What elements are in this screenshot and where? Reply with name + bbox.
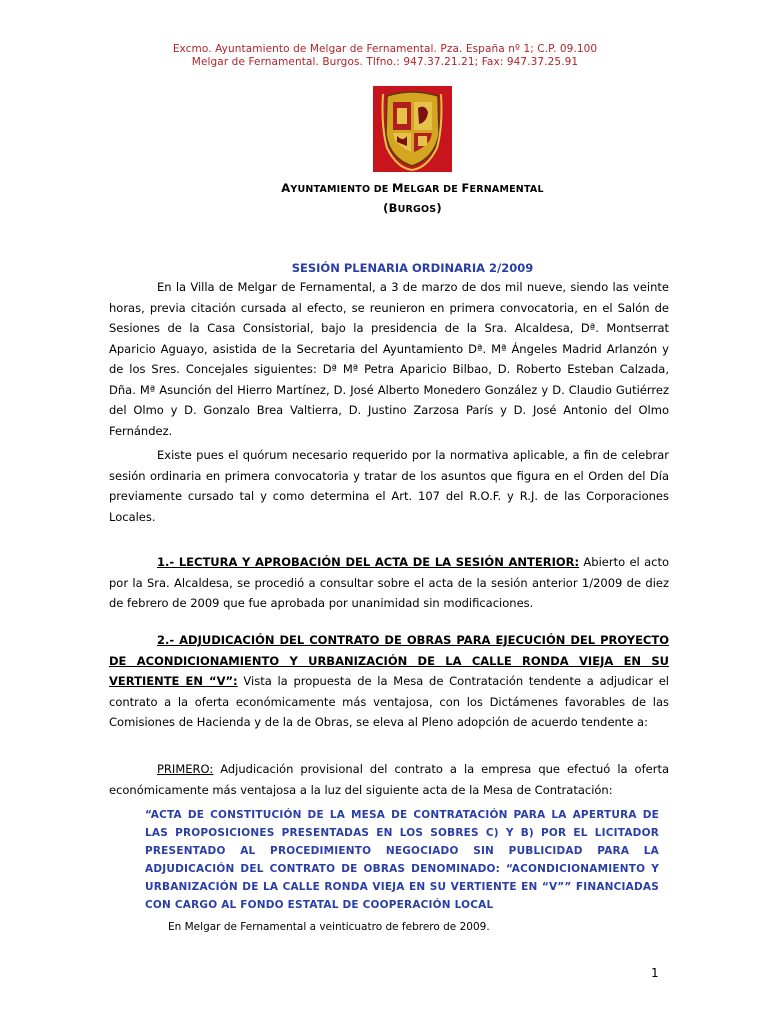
session-title: SESIÓN PLENARIA ORDINARIA 2/2009 bbox=[291, 261, 534, 275]
agenda-item-1 bbox=[109, 552, 669, 614]
agenda-item-2-heading: 2.- ADJUDICACIÓN DEL CONTRATO DE OBRAS PARA EJECUCIÓN DEL PROYECTO DE ACONDICIONAMIENTO Y URBANIZACIÓN DE LA CALLE RONDA VIEJA EN SU VERTIENTE EN “V”: bbox=[109, 633, 669, 688]
agenda-item-1-heading: 1.- LECTURA Y APROBACIÓN DEL ACTA DE LA SESIÓN ANTERIOR: bbox=[157, 555, 580, 569]
agenda-item-2 bbox=[109, 630, 669, 733]
header-address: Excmo. Ayuntamiento de Melgar de Fernamental. Pza. España nº 1; C.P. 09.100 bbox=[172, 43, 598, 55]
acta-quote: “ACTA DE CONSTITUCIÓN DE LA MESA DE CONTRATACIÓN PARA LA APERTURA DE LAS PROPOSICIONES PRESENTADAS EN LOS SOBRES C) Y B) POR EL LICITADOR PRESENTADO AL PROCEDIMIENTO NEGOCIADO SIN PUBLICIDAD PARA LA ADJUDICACIÓN DEL CONTRATO DE OBRAS DENOMINADO: “ACONDICIONAMIENTO Y URBANIZACIÓN DE LA CALLE RONDA VIEJA EN SU VERTIENTE EN “V”” FINANCIADAS CON CARGO AL FONDO ESTATAL DE COOPERACIÓN LOCAL bbox=[145, 809, 659, 911]
primero-label: PRIMERO: bbox=[157, 762, 214, 776]
organization-name: AYUNTAMIENTO DE MELGAR DE FERNAMENTAL bbox=[281, 181, 544, 195]
quorum-paragraph: Existe pues el quórum necesario requerido por la normativa aplicable, a fin de celebrar sesión ordinaria en primera convocatoria y tratar de los asuntos que figura en el Orden del Día previamente cursado tal y como determina el Art. 107 del R.O.F. y R.J. de las Corporaciones Locales. bbox=[109, 448, 669, 524]
organization-province: (BURGOS) bbox=[383, 201, 442, 215]
agenda-item-1-text: Abierto el acto por la Sra. Alcaldesa, se procedió a consultar sobre el acta de la sesión anterior 1/2009 de diez de febrero de 2009 que fue aprobada por unanimidad sin modificaciones. bbox=[109, 555, 669, 610]
primero-text: Adjudicación provisional del contrato a la empresa que efectuó la oferta económicamente más ventajosa a la luz del siguiente acta de la Mesa de Contratación: bbox=[109, 762, 669, 797]
agenda-item-2-text: Vista la propuesta de la Mesa de Contratación tendente a adjudicar el contrato a la oferta económicamente más ventajosa, con los Dictámenes favorables de las Comisiones de Hacienda y de la de Obras, se eleva al Pleno adopción de acuerdo tendente a: bbox=[109, 674, 669, 729]
primero-paragraph bbox=[109, 759, 669, 800]
header-contact: Melgar de Fernamental. Burgos. Tlfno.: 947.37.21.21; Fax: 947.37.25.91 bbox=[191, 56, 579, 68]
coat-of-arms-logo bbox=[373, 86, 452, 172]
page-number: 1 bbox=[651, 966, 659, 980]
acta-date: En Melgar de Fernamental a veinticuatro de febrero de 2009. bbox=[168, 921, 490, 933]
intro-paragraph: En la Villa de Melgar de Fernamental, a 3 de marzo de dos mil nueve, siendo las veinte horas, previa citación cursada al efecto, se reunieron en primera convocatoria, en el Salón de Sesiones de la Casa Consistorial, bajo la presidencia de la Sra. Alcaldesa, Dª. Montserrat Aparicio Aguayo, asistida de la Secretaria del Ayuntamiento Dª. Mª Ángeles Madrid Arlanzón y de los Sres. Concejales siguientes: Dª Mª Petra Aparicio Bilbao, D. Roberto Esteban Calzada, Dña. Mª Asunción del Hierro Martínez, D. José Alberto Monedero González y D. Claudio Gutiérrez del Olmo y D. Gonzalo Brea Valtierra, D. Justino Zarzosa París y D. José Antonio del Olmo Fernández. bbox=[109, 280, 669, 438]
